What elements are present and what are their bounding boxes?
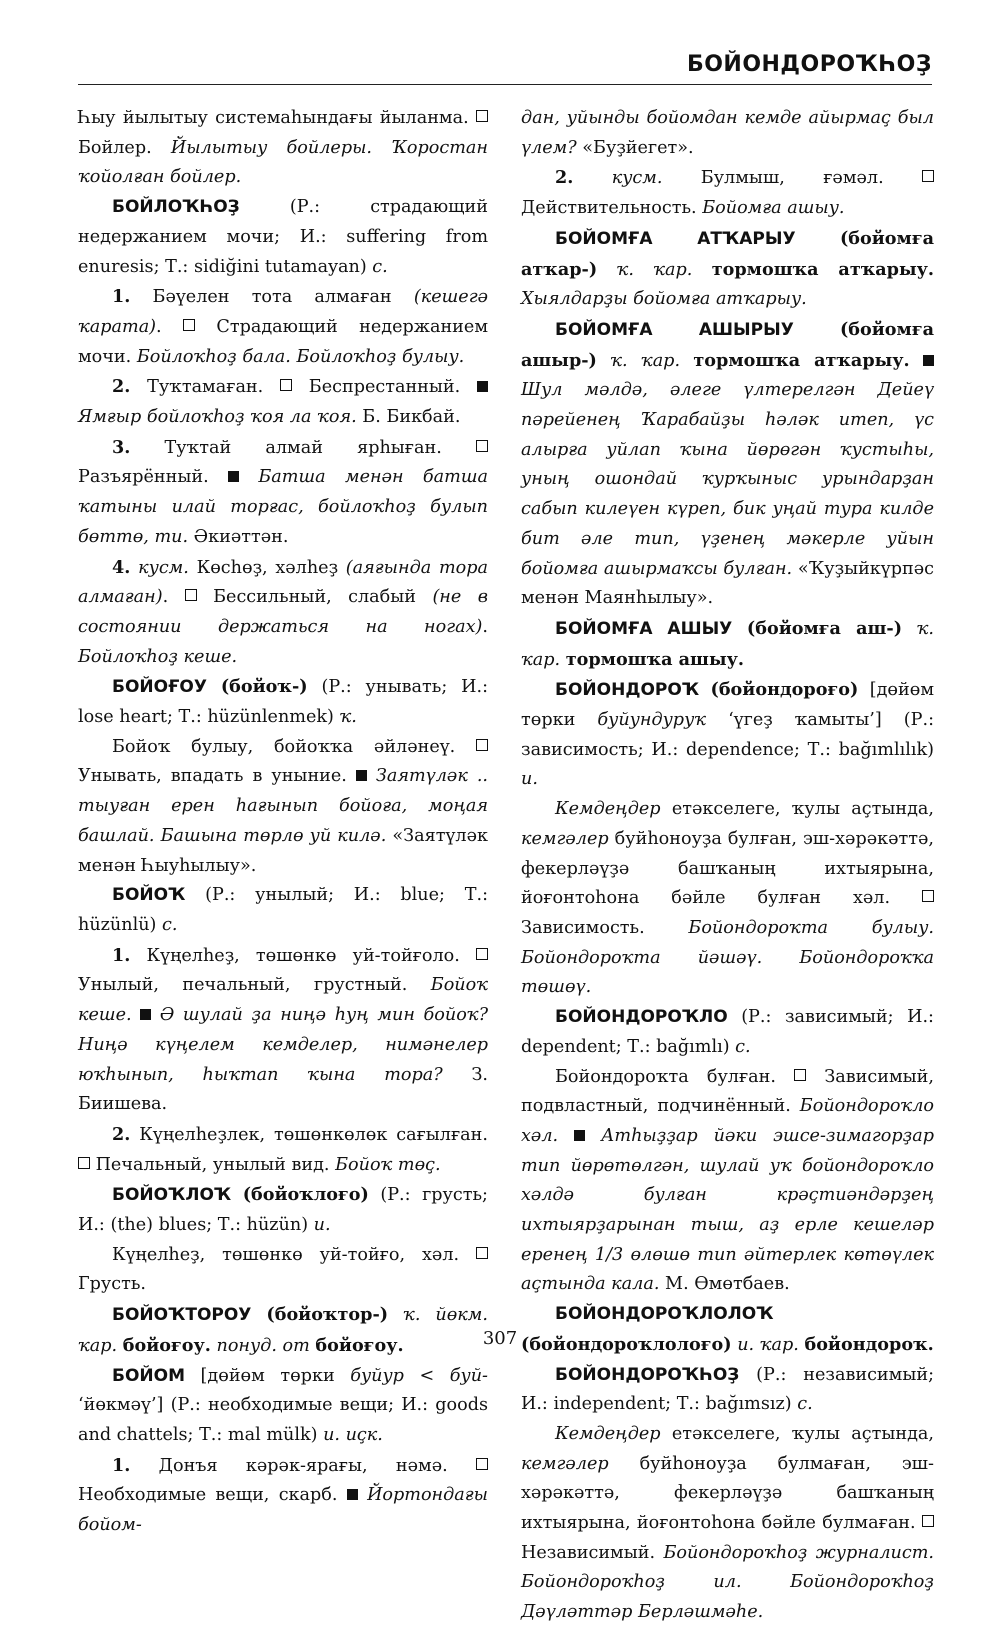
- black-square-icon: [356, 770, 367, 781]
- entry-paragraph: Һыу йылытыу системаһындағы йыланма. Бойлер. Йылытыу бойлеры. Ҡоростан ҡойолған бойлер.: [78, 108, 488, 188]
- white-square-icon: [280, 379, 292, 391]
- white-square-icon: [476, 1458, 488, 1470]
- entry-paragraph: Күңелһеҙ, төшөнкө уй-тойғо, хәл. Грусть.: [78, 1241, 488, 1300]
- white-square-icon: [476, 739, 488, 751]
- white-square-icon: [476, 440, 488, 452]
- white-square-icon: [78, 1157, 90, 1169]
- page-number: 307: [482, 1328, 518, 1349]
- entry-paragraph: БОЙОНДОРОҠЛО (Р.: зависимый; И.: dependent; Т.: bağımlı) с.: [521, 1007, 934, 1057]
- entry-paragraph: 1. Донъя кәрәк-ярағы, нәмә. Необходимые вещи, скарб. Йортондағы бойом-: [78, 1454, 489, 1536]
- running-head: БОЙОНДОРОҠҺОҘ: [686, 52, 932, 77]
- white-square-icon: [922, 1515, 934, 1527]
- black-square-icon: [574, 1130, 585, 1141]
- entry-paragraph: 2. Туҡтамаған. Беспрестанный. Ямғыр бойлоҡһоҙ ҡоя ла ҡоя. Б. Бикбай.: [78, 372, 488, 432]
- black-square-icon: [140, 1009, 151, 1020]
- white-square-icon: [476, 948, 488, 960]
- entry-paragraph: БОЙОМҒА АТҠАРЫУ (бойомға атҡар-) ҡ. ҡар. тормошҡа атҡарыу. Хыялдарҙы бойомға атҡарыу.: [521, 227, 934, 310]
- entry-paragraph: БОЙОМҒА АШЫРЫУ (бойомға ашыр-) ҡ. ҡар. тормошҡа атҡарыу. Шул мәлдә, әлеге үлтерелгән Дейеү пәрейенең Ҡарабайҙы һәләк итеп, үс алырға уйлап ҡына йөрөгән ҡустыһы, уның ошондай ҡурҡыныс урындарҙан сабып килеүен күреп, бик уңай тура килде бит әле тип, үҙенең мәкерле уйын бойомға ашырмаҡсы булған. «Ҡуҙыйкүрпәс менән Маянһылыу».: [521, 318, 934, 609]
- entry-paragraph: БОЙОҠ (Р.: унылый; И.: blue; Т.: hüzünlü) с.: [78, 885, 488, 935]
- left-column: [78, 104, 488, 1541]
- white-square-icon: [476, 1247, 488, 1259]
- entry-paragraph: 4. кусм. Көсһөҙ, хәлһеҙ (аяғында тора алмаған). Бессильный, слабый (не в состоянии держаться на ногах). Бойлоҡһоҙ кеше.: [78, 556, 488, 667]
- entry-paragraph: 2. Күңелһеҙлек, төшөнкөлөк сағылған. Печальный, унылый вид. Бойоҡ төҫ.: [78, 1120, 488, 1180]
- black-square-icon: [228, 471, 239, 482]
- entry-paragraph: дан, уйынды бойомдан кемде айырмаҫ был үлем? «Буҙйегет».: [521, 108, 934, 158]
- white-square-icon: [183, 319, 195, 331]
- white-square-icon: [185, 589, 197, 601]
- entry-paragraph: БОЙОҒОУ (бойоҡ-) (Р.: унывать; И.: lose heart; Т.: hüzünlenmek) ҡ.: [78, 676, 489, 728]
- entry-paragraph: 1. Күңелһеҙ, төшөнкө уй-тойғоло. Унылый, печальный, грустный. Бойоҡ кеше. Ә шулай ҙа ниңә һуң мин бойоҡ? Ниңә күңелем кемделер, нимәнелер юҡһынып, һыҡтап ҡына тора? З. Биишева.: [78, 944, 489, 1115]
- white-square-icon: [794, 1069, 806, 1081]
- entry-paragraph: БОЙОҠЛОҠ (бойоҡлоғо) (Р.: грусть; И.: (the) blues; Т.: hüzün) и.: [78, 1184, 488, 1236]
- black-square-icon: [347, 1489, 358, 1500]
- entry-paragraph: БОЙОМ [дөйөм төрки буйур < буй- ‘йөкмәү’] (Р.: необходимые вещи; И.: goods and chattels; Т.: mal mülk) и. иҫк.: [78, 1365, 488, 1445]
- entry-paragraph: Кемдеңдер етәкселеге, ҡулы аҫтында, кемгәлер буйһоноуҙа булған, эш-хәрәкәттә, фекерләүҙә башҡаның ихтыярына, йоғонтоһона бәйле булған хәл. Зависимость. Бойондороҡта булыу. Бойондороҡта йәшәү. Бойондороҡҡа төшөү.: [521, 799, 934, 998]
- entry-paragraph: БОЙОНДОРОҠЛОЛОҠ (бойондороҡлолоғо) и. ҡар. бойондороҡ.: [521, 1304, 934, 1355]
- entry-paragraph: БОЙОҠТОРОУ (бойоҡтор-) ҡ. йөкм. ҡар. бойоғоу. понуд. от бойоғоу.: [78, 1304, 488, 1356]
- black-square-icon: [477, 381, 488, 392]
- entry-paragraph: 3. Туҡтай алмай ярһыған. Разъярённый. Батша менән батша ҡатыны илай торғас, бойлоҡһоҙ булып бөттө, ти. Әкиәттән.: [78, 436, 488, 547]
- right-column: [521, 104, 934, 1628]
- white-square-icon: [476, 110, 488, 122]
- white-square-icon: [922, 890, 934, 902]
- entry-paragraph: Бойондороҡта булған. Зависимый, подвластный, подчинённый. Бойондороҡло хәл. Атһыҙҙар йәки эшсе-зимагорҙар тип йөрөтөлгән, шулай уҡ бойондороҡло хәлдә булған крәҫтиәндәрҙең ихтыярҙарынан тыш, аҙ ерле кешеләр еренең 1/3 өлөшө тип әйтерлек көтөүлек аҫтында кала. М. Өмөтбаев.: [521, 1066, 935, 1295]
- entry-paragraph: 1. Бәүелен тота алмаған (кешегә ҡарата). Страдающий недержанием мочи. Бойлоҡһоҙ бала. Бойлоҡһоҙ булыу.: [78, 286, 489, 367]
- entry-paragraph: БОЙОМҒА АШЫУ (бойомға аш-) ҡ. ҡар. тормошҡа ашыу.: [521, 617, 935, 670]
- entry-paragraph: Бойоҡ булыу, бойоҡҡа әйләнеү. Унывать, впадать в уныние. Заятүләк .. тыуған ерен һағынып бойоға, моңая башлай. Башына төрлө уй килә. «Заятүләк менән Һыуһылыу».: [78, 736, 489, 876]
- entry-paragraph: БОЙОНДОРОҠҺОҘ (Р.: независимый; И.: independent; Т.: bağımsız) с.: [521, 1364, 934, 1415]
- white-square-icon: [922, 170, 934, 182]
- entry-paragraph: Кемдеңдер етәкселеге, ҡулы аҫтында, кемгәлер буйһоноуҙа булмаған, эш-хәрәкәттә, фекерләүҙә башҡаның ихтыярына, йоғонтоһона бәйле булмаған. Независимый. Бойондороҡһоҙ журналист. Бойондороҡһоҙ ил. Бойондороҡһоҙ Дәүләттәр Берләшмәһе.: [521, 1423, 934, 1623]
- black-square-icon: [923, 355, 934, 366]
- entry-paragraph: БОЙЛОҠҺОҘ (Р.: страдающий недержанием мочи; И.: suffering from enuresis; Т.: sidiğini tutamayan) с.: [78, 197, 488, 277]
- entry-paragraph: БОЙОНДОРОҠ (бойондороғо) [дөйөм төрки буйундуруҡ ‘үгеҙ ҡамыты’] (Р.: зависимость; И.: dependence; Т.: bağımlılık) и.: [521, 679, 935, 790]
- header-rule: [78, 84, 932, 85]
- entry-paragraph: 2. кусм. Булмыш, ғәмәл. Действительность. Бойомға ашыу.: [521, 163, 934, 223]
